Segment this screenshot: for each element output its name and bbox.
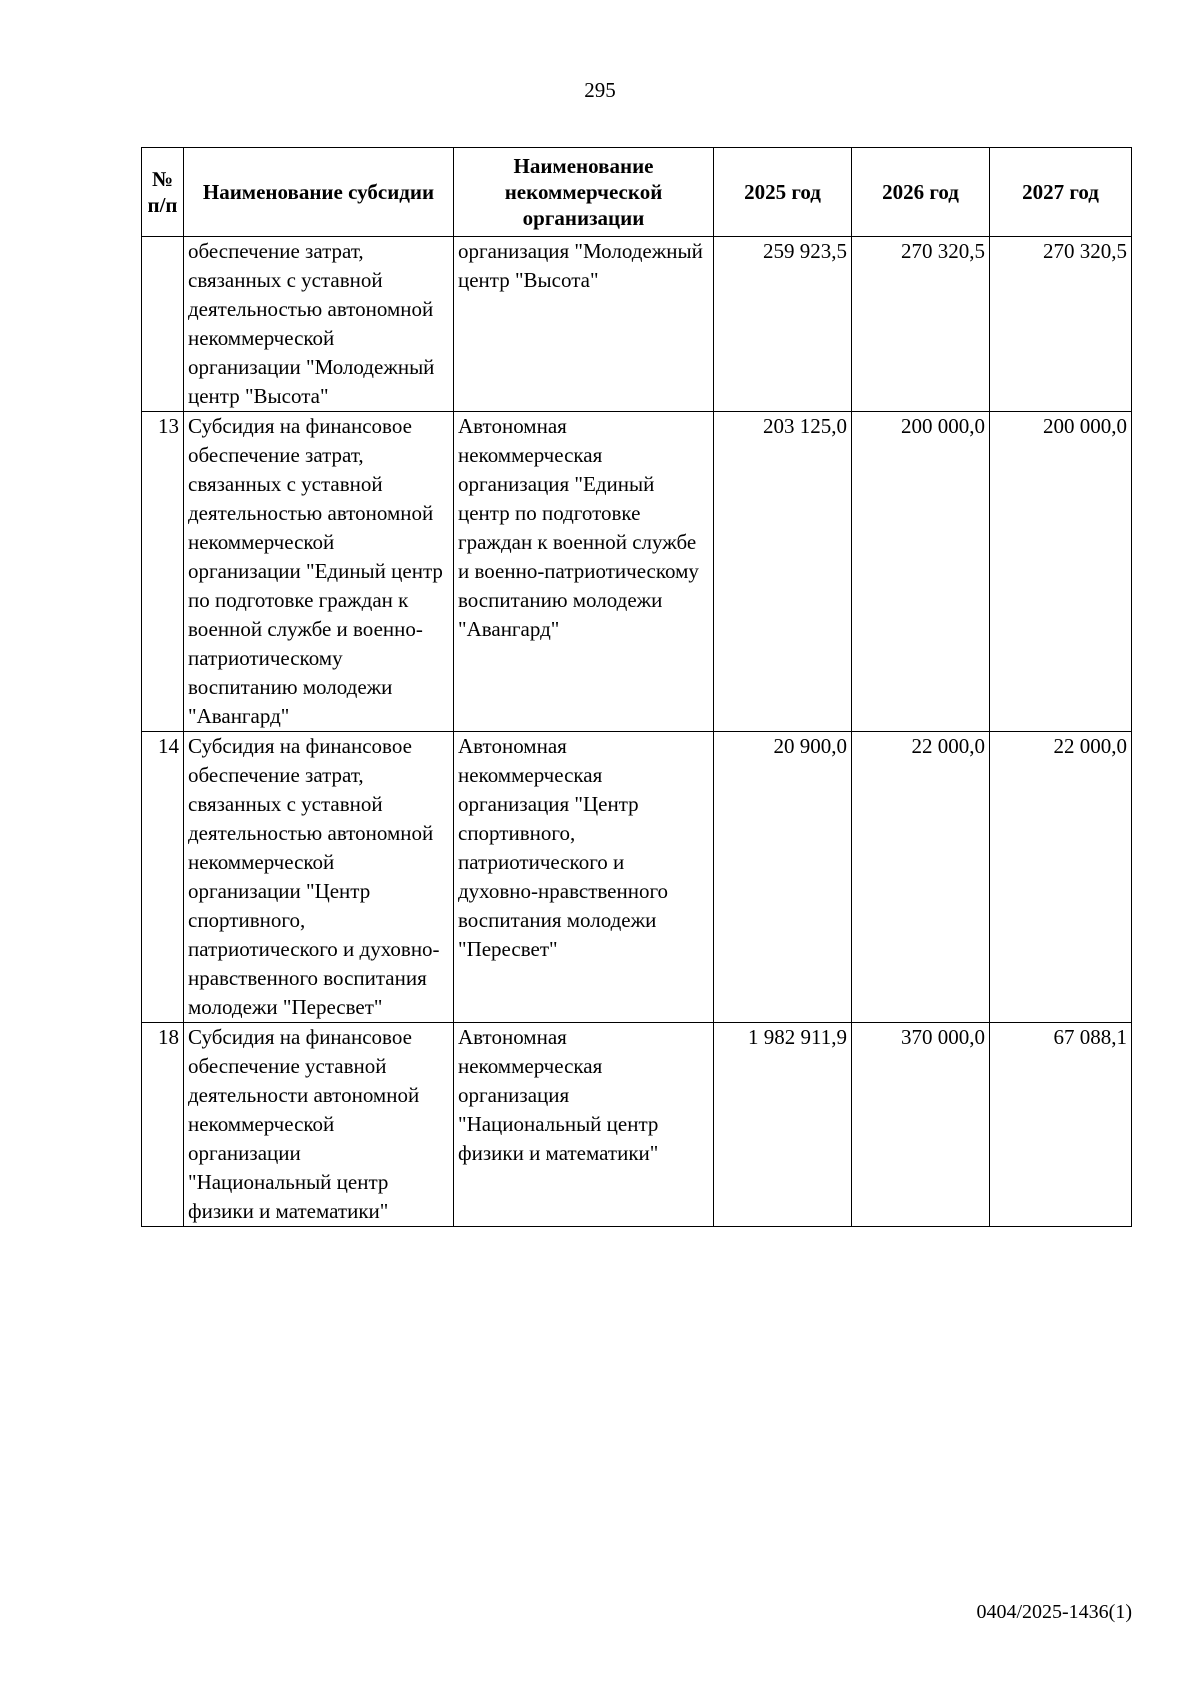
row-2025: 259 923,5 xyxy=(714,237,852,412)
table-row xyxy=(142,732,1132,1023)
header-2027: 2027 год xyxy=(990,148,1132,237)
row-org: организация "Молодежный центр "Высота" xyxy=(454,237,714,412)
header-org: Наименование некоммерческой организации xyxy=(454,148,714,237)
row-2026: 270 320,5 xyxy=(852,237,990,412)
subsidies-table xyxy=(141,147,1132,1227)
row-2027: 270 320,5 xyxy=(990,237,1132,412)
row-num: 14 xyxy=(142,732,184,1023)
row-org: Автономная некоммерческая организация "Центр спортивного, патриотического и духовно-нравственного воспитания молодежи "Пересвет" xyxy=(454,732,714,1023)
row-subsidy: Субсидия на финансовое обеспечение затрат, связанных с уставной деятельностью автономной некоммерческой организации "Единый центр по подготовке граждан к военной службе и военно-патриотическому воспитанию молодежи "Авангард" xyxy=(184,412,454,732)
row-2025: 203 125,0 xyxy=(714,412,852,732)
table-header-row xyxy=(142,148,1132,237)
document-id: 0404/2025-1436(1) xyxy=(976,1601,1132,1623)
row-org: Автономная некоммерческая организация "Единый центр по подготовке граждан к военной службе и военно-патриотическому воспитанию молодежи "Авангард" xyxy=(454,412,714,732)
table-row xyxy=(142,1023,1132,1227)
row-subsidy: Субсидия на финансовое обеспечение уставной деятельности автономной некоммерческой организации "Национальный центр физики и математики" xyxy=(184,1023,454,1227)
header-2026: 2026 год xyxy=(852,148,990,237)
row-2025: 20 900,0 xyxy=(714,732,852,1023)
row-org: Автономная некоммерческая организация "Национальный центр физики и математики" xyxy=(454,1023,714,1227)
header-subsidy: Наименование субсидии xyxy=(184,148,454,237)
header-num: № п/п xyxy=(142,148,184,237)
row-2026: 22 000,0 xyxy=(852,732,990,1023)
row-num xyxy=(142,237,184,412)
row-2025: 1 982 911,9 xyxy=(714,1023,852,1227)
row-subsidy: обеспечение затрат, связанных с уставной деятельностью автономной некоммерческой организации "Молодежный центр "Высота" xyxy=(184,237,454,412)
table-row xyxy=(142,412,1132,732)
header-2025: 2025 год xyxy=(714,148,852,237)
row-2026: 370 000,0 xyxy=(852,1023,990,1227)
row-2027: 22 000,0 xyxy=(990,732,1132,1023)
row-2027: 67 088,1 xyxy=(990,1023,1132,1227)
page-number: 295 xyxy=(584,78,616,102)
row-num: 13 xyxy=(142,412,184,732)
row-2027: 200 000,0 xyxy=(990,412,1132,732)
row-num: 18 xyxy=(142,1023,184,1227)
row-2026: 200 000,0 xyxy=(852,412,990,732)
row-subsidy: Субсидия на финансовое обеспечение затрат, связанных с уставной деятельностью автономной некоммерческой организации "Центр спортивного, патриотического и духовно-нравственного воспитания молодежи "Пересвет" xyxy=(184,732,454,1023)
table-row xyxy=(142,237,1132,412)
